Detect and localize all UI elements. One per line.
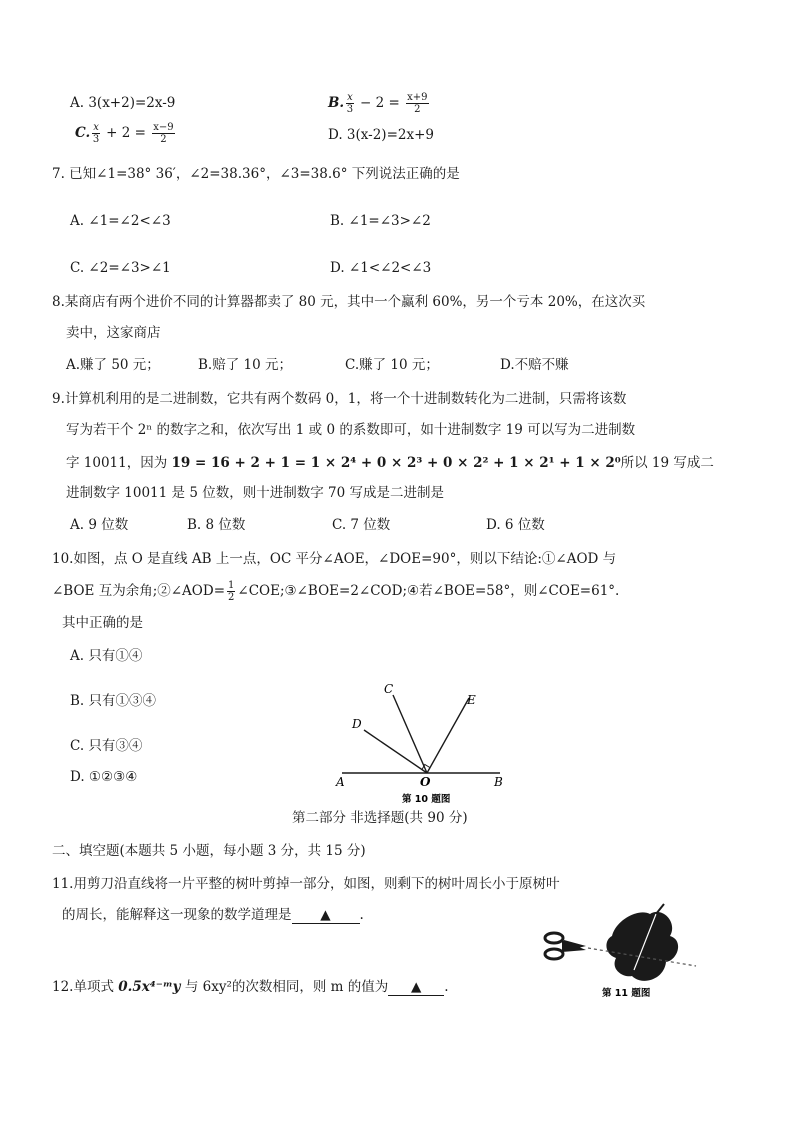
q6-option-c-rhs-fraction: $\frac{x-9}{2}$: [153, 122, 174, 145]
q10-figure: [330, 680, 510, 808]
q8-option-a: A.赚了 50 元；: [66, 357, 160, 373]
label-o: O: [420, 775, 431, 789]
q7-option-a: A. ∠1=∠2<∠3: [70, 213, 171, 229]
q6-option-a: A. 3(x+2)=2x-9: [70, 95, 176, 111]
part2-title: 第二部分 非选择题(共 90 分): [292, 810, 468, 826]
q6-option-b: B. $\frac{x}{3}$ − 2 = $\frac{x+9}{2}$: [328, 92, 428, 115]
label-a: A: [336, 775, 345, 789]
q12-answer-blank[interactable]: ▲: [388, 979, 444, 996]
q7-option-c: C. ∠2=∠3>∠1: [70, 260, 171, 276]
q8-option-b: B.赔了 10 元；: [198, 357, 292, 373]
section2-title: 二、填空题(本题共 5 小题，每小题 3 分，共 15 分): [52, 843, 366, 859]
q10-stem-line1: 10.如图，点 O 是直线 AB 上一点，OC 平分∠AOE，∠DOE=90°，则以下结论:①∠AOD 与: [52, 551, 617, 567]
q10-stem-line2: ∠BOE 互为余角;②∠AOD= $\frac{1}{2}$ ∠COE;③∠BOE=2∠COD;④若∠BOE=58°，则∠COE=61°.: [52, 580, 620, 603]
q6-option-b-fraction: $\frac{x}{3}$: [346, 92, 354, 115]
q9-option-d: D. 6 位数: [486, 517, 545, 533]
q7-option-d: D. ∠1<∠2<∠3: [330, 260, 432, 276]
q10-figure-caption: 第 10 题图: [402, 794, 451, 805]
q6-option-c: C. $\frac{x}{3}$ + 2 = $\frac{x-9}{2}$: [75, 122, 174, 145]
q11-stem-line1: 11.用剪刀沿直线将一片平整的树叶剪掉一部分，如图，则剩下的树叶周长小于原树叶: [52, 876, 560, 892]
q8-option-c: C.赚了 10 元；: [345, 357, 439, 373]
q10-option-d: D. ①②③④: [70, 769, 138, 785]
q7-option-b: B. ∠1=∠3>∠2: [330, 213, 431, 229]
q10-option-c: C. 只有③④: [70, 738, 143, 754]
q6-option-c-label: C.: [75, 125, 91, 141]
q10-option-b: B. 只有①③④: [70, 693, 157, 709]
q8-stem-line1: 8.某商店有两个进价不同的计算器都卖了 80 元，其中一个赢利 60%，另一个亏本 20%，在这次买: [52, 294, 646, 310]
q6-option-d: D. 3(x-2)=2x+9: [328, 127, 434, 143]
q12-monomial: 0.5x⁴⁻ᵐy: [118, 979, 181, 995]
q11-stem-line2: 的周长，能解释这一现象的数学道理是 ▲ .: [62, 907, 364, 923]
label-d: D: [352, 717, 362, 731]
label-e: E: [467, 693, 476, 707]
q9-stem-line3: 字 10011，因为 19 = 16 + 2 + 1 = 1 × 2⁴ + 0 × 2³ + 0 × 2² + 1 × 2¹ + 1 × 2⁰所以 19 写成二: [66, 455, 714, 471]
label-b: B: [494, 775, 503, 789]
q10-stem-line3: 其中正确的是: [62, 615, 143, 631]
q7-stem: 7. 已知∠1=38° 36′，∠2=38.36°，∠3=38.6° 下列说法正确的是: [52, 166, 460, 182]
scissors-icon: [545, 933, 586, 959]
q9-binary-expansion: 19 = 16 + 2 + 1 = 1 × 2⁴ + 0 × 2³ + 0 × 2² + 1 × 2¹ + 1 × 2⁰: [171, 455, 621, 471]
q9-option-c: C. 7 位数: [332, 517, 391, 533]
q11-figure: [538, 900, 700, 1000]
label-c: C: [384, 682, 394, 696]
q10-option-a: A. 只有①④: [70, 648, 143, 664]
q8-stem-line2: 卖中，这家商店: [66, 325, 161, 341]
q12-stem: 12.单项式 0.5x⁴⁻ᵐy 与 6xy²的次数相同，则 m 的值为 ▲ .: [52, 979, 449, 995]
q6-option-b-rhs-fraction: $\frac{x+9}{2}$: [407, 92, 428, 115]
q6-option-b-label: B.: [328, 95, 345, 111]
q9-stem-line2: 写为若干个 2ⁿ 的数字之和，依次写出 1 或 0 的系数即可，如十进制数字 19 可以写为二进制数: [66, 422, 636, 438]
q9-stem-line1: 9.计算机利用的是二进制数，它共有两个数码 0，1，将一个十进制数转化为二进制，只需将该数: [52, 391, 627, 407]
q11-answer-blank[interactable]: ▲: [292, 907, 360, 924]
q9-option-a: A. 9 位数: [70, 517, 129, 533]
q9-stem-line4: 进制数字 10011 是 5 位数，则十进制数字 70 写成是二进制是: [66, 485, 444, 501]
q8-option-d: D.不赔不赚: [500, 357, 569, 373]
q6-option-c-fraction: $\frac{x}{3}$: [92, 122, 100, 145]
q10-half-fraction: $\frac{1}{2}$: [228, 580, 235, 603]
q11-figure-caption: 第 11 题图: [602, 988, 651, 999]
ray-oe: [427, 698, 469, 773]
q9-option-b: B. 8 位数: [187, 517, 246, 533]
leaf-icon: [606, 912, 678, 981]
